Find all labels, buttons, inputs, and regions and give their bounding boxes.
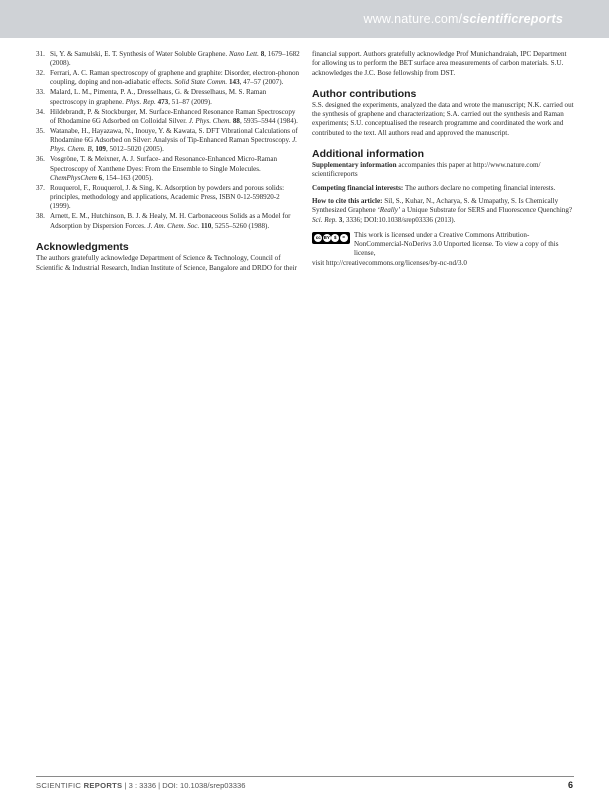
left-column bbox=[36, 50, 300, 273]
citation-info: How to cite this article: Sil, S., Kuhar, N., Acharya, S. & Umapathy, S. Is Chemically Synthesized Graphene ‘Really’ a Unique Substrate for SERS and Fluorescence Quenching? Sci. Rep. 3, 3336; DOI:10.1038/srep03336 (2013). bbox=[312, 196, 573, 224]
reference-item: 38. Arnett, E. M., Hutchinson, B. J. & Healy, M. H. Carbonaceous Solids as a Model for Adsorption by Dispersion Forces. J. Am. Chem. Soc. 110, 5255–5260 (1988). bbox=[36, 212, 291, 230]
reference-item: 34. Hildebrandt, P. & Stockburger, M. Surface-Enhanced Resonance Raman Spectroscopy of Rhodamine 6G Adsorbed on Colloidal Silver. J. Phys. Chem. 88, 5935–5944 (1984). bbox=[36, 107, 298, 125]
acknowledgments-heading: Acknowledgments bbox=[36, 241, 129, 254]
author-contributions-heading: Author contributions bbox=[312, 87, 417, 100]
reference-item: 31. Si, Y. & Samulski, E. T. Synthesis of Water Soluble Graphene. Nano Lett. 8, 1679–1682 (2008). bbox=[36, 50, 300, 68]
attribution-icon: BY bbox=[323, 234, 331, 242]
license-link[interactable]: visit http://creativecommons.org/licenses/by-nc-nd/3.0 bbox=[312, 258, 467, 267]
reference-item: 36. Vosgröne, T. & Meixner, A. J. Surface- and Resonance-Enhanced Micro-Raman Spectroscopy of Xanthene Dyes: From the Ensemble to Single Molecules. ChemPhysChem 6, 154–163 (2005). bbox=[36, 155, 278, 182]
noderivs-icon: = bbox=[340, 234, 348, 242]
acknowledgments-text: The authors gratefully acknowledge Department of Science & Technology, Council of Scientific & Industrial Research, Indian Institute of Science, Bangalore and DRDO for their bbox=[36, 254, 297, 272]
creative-commons-badge-icon[interactable] bbox=[312, 232, 350, 244]
reference-item: 33. Malard, L. M., Pimenta, P. A., Dresselhaus, G. & Dresselhaus, M. S. Raman spectroscopy in graphene. Phys. Rep. 473, 51–87 (2009). bbox=[36, 88, 267, 106]
footer-citation: SCIENTIFIC REPORTS | 3 : 3336 | DOI: 10.1038/srep03336 bbox=[36, 781, 246, 790]
reference-item: 32. Ferrari, A. C. Raman spectroscopy of graphene and graphite: Disorder, electron-phonon coupling, doping and non-adiabatic effects. Solid State Comm. 143, 47–57 (2007). bbox=[36, 69, 300, 87]
competing-interests: Competing financial interests: The authors declare no competing financial interests. bbox=[312, 183, 556, 192]
journal-url[interactable]: www.nature.com/scientificreports bbox=[363, 12, 563, 26]
additional-information-heading: Additional information bbox=[312, 148, 424, 161]
author-contributions-text: S.S. designed the experiments, analyzed the data and wrote the manuscript; N.K. carried out the synthesis of graphene and characterization; S.A. carried out the synthesis and Raman experiments; S.U. conceptualised the research programme and coordinated the work and contributed to the text. All authors read and approved the manuscript. bbox=[312, 100, 574, 137]
acknowledgments-continued: financial support. Authors gratefully acknowledge Prof Munichandraiah, IPC Department for allowing us to perform the BET surface area measurements of carbon materials. S.U. acknowledges the J.C. Bose fellowship from DST. bbox=[312, 50, 567, 77]
reference-list bbox=[36, 50, 300, 231]
page-number: 6 bbox=[567, 780, 573, 790]
journal-brand: SCIENTIFIC REPORTS bbox=[36, 781, 123, 790]
reference-item: 37. Rouquerol, F., Rouquerol, J. & Sing, K. Adsorption by powders and porous solids: principles, methodology and applications, Academic Press, ISBN 0-12-598920-2 (1999). bbox=[36, 183, 285, 211]
additional-information-section bbox=[312, 148, 574, 268]
noncommercial-icon: $ bbox=[331, 234, 339, 242]
license-block bbox=[312, 231, 574, 268]
reference-item: 35. Watanabe, H., Hayazawa, N., Inouye, Y. & Kawata, S. DFT Vibrational Calculations of Rhodamine 6G Adsorbed on Silver: Analysis of Tip-Enhanced Raman Spectroscopy. J. Phys. Chem. B, 109, 5012–5020 (2005). bbox=[36, 126, 298, 154]
cc-icon: cc bbox=[314, 234, 322, 242]
supplementary-information: Supplementary information accompanies this paper at http://www.nature.com/ scientificreports bbox=[312, 161, 541, 179]
footer-divider bbox=[36, 776, 574, 777]
right-column bbox=[312, 50, 574, 268]
author-contributions-section bbox=[312, 88, 574, 138]
journal-header-bar bbox=[0, 0, 609, 38]
license-text: This work is licensed under a Creative Commons Attribution-NonCommercial-NoDerivs 3.0 Unported license. To view a copy of this license, bbox=[354, 230, 559, 258]
